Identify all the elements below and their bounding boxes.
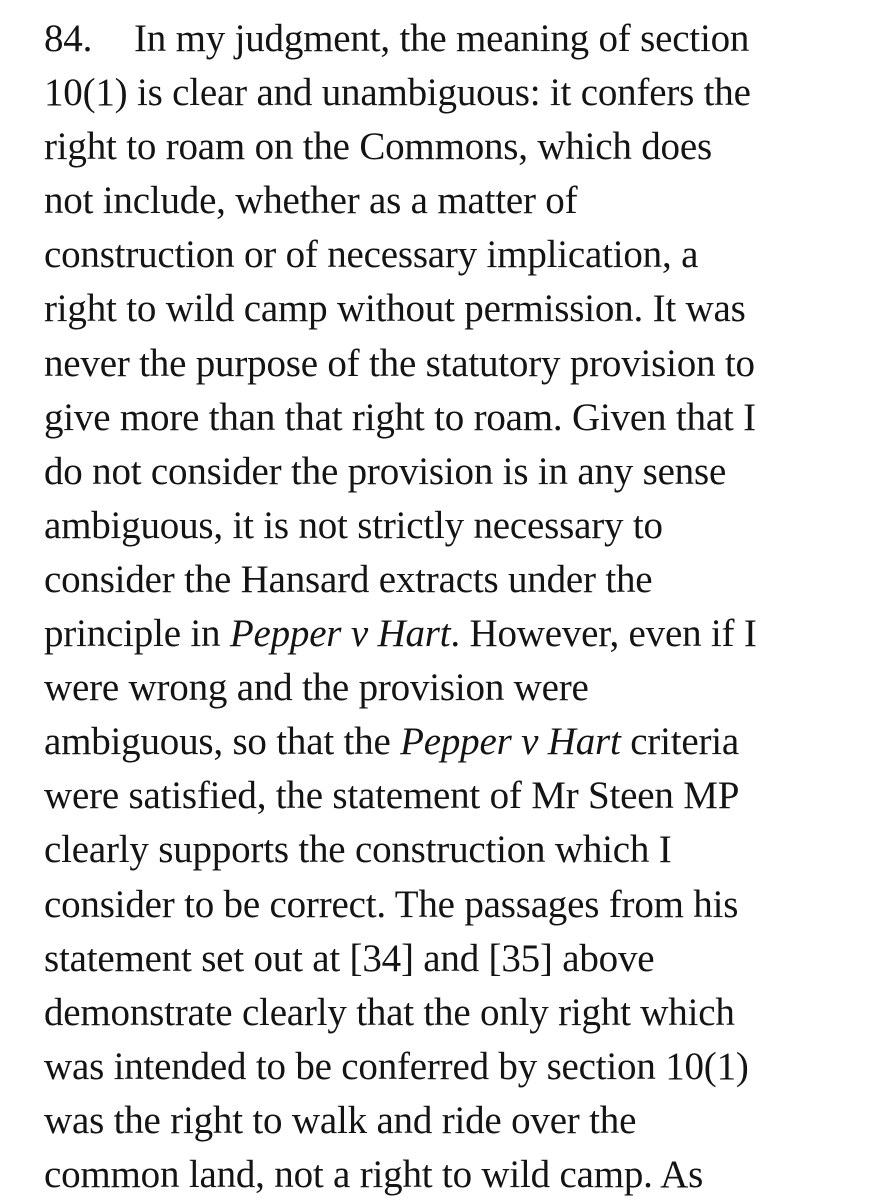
text-line: [44, 932, 874, 986]
text-line: [44, 337, 874, 391]
text-line: [44, 1040, 874, 1094]
text-line: [44, 661, 874, 715]
text-segment: right to wild camp without permission. It was: [44, 287, 746, 331]
text-line: [44, 228, 874, 282]
text-segment: never the purpose of the statutory provision to: [44, 341, 755, 385]
text-segment: principle in: [44, 612, 230, 656]
text-segment: criteria: [620, 720, 740, 764]
text-segment: ambiguous, so that the: [44, 720, 401, 764]
text-line: [44, 769, 874, 823]
text-line: [44, 120, 874, 174]
text-segment: right to roam on the Commons, which does: [44, 125, 712, 169]
text-segment: 10(1) is clear and unambiguous: it confers the: [44, 71, 751, 115]
text-line: [44, 174, 874, 228]
text-line: [44, 66, 874, 120]
text-segment: give more than that right to roam. Given that I: [44, 395, 756, 439]
text-line: [44, 1094, 874, 1148]
text-line: [44, 607, 874, 661]
text-segment: construction or of necessary implication, a: [44, 233, 699, 277]
text-segment: consider the Hansard extracts under the: [44, 557, 653, 601]
text-line: [44, 715, 874, 769]
case-citation: Pepper v Hart: [229, 612, 451, 656]
text-segment: was the right to walk and ride over the: [44, 1098, 637, 1142]
text-segment: clearly supports the construction which I: [44, 828, 672, 872]
text-line: [44, 986, 874, 1040]
text-line: [44, 391, 874, 445]
text-line: [44, 553, 874, 607]
text-segment: In my judgment, the meaning of section: [134, 17, 750, 60]
text-line: [44, 878, 874, 932]
text-line: [44, 282, 874, 336]
text-line: [44, 445, 874, 499]
judgment-paragraph-84: [44, 12, 874, 1200]
text-segment: were satisfied, the statement of Mr Steen MP: [44, 774, 740, 818]
text-segment: consider to be correct. The passages from his: [44, 882, 739, 926]
text-segment: were wrong and the provision were: [44, 666, 589, 710]
text-segment: . However, even if I: [450, 612, 757, 656]
text-segment: not include, whether as a matter of: [44, 179, 578, 223]
text-segment: ambiguous, it is not strictly necessary to: [44, 503, 663, 547]
text-segment: demonstrate clearly that the only right which: [44, 990, 735, 1034]
case-citation: Pepper v Hart: [400, 720, 621, 764]
text-line: [44, 12, 874, 66]
text-segment: do not consider the provision is in any sense: [44, 449, 727, 493]
paragraph-number: 84.: [44, 17, 93, 60]
text-line: [44, 499, 874, 553]
text-segment: common land, not a right to wild camp. As: [44, 1152, 704, 1196]
text-segment: statement set out at [34] and [35] above: [44, 936, 655, 980]
text-line: [44, 1148, 874, 1200]
text-line: [44, 823, 874, 877]
text-segment: was intended to be conferred by section 10(1): [44, 1044, 749, 1088]
